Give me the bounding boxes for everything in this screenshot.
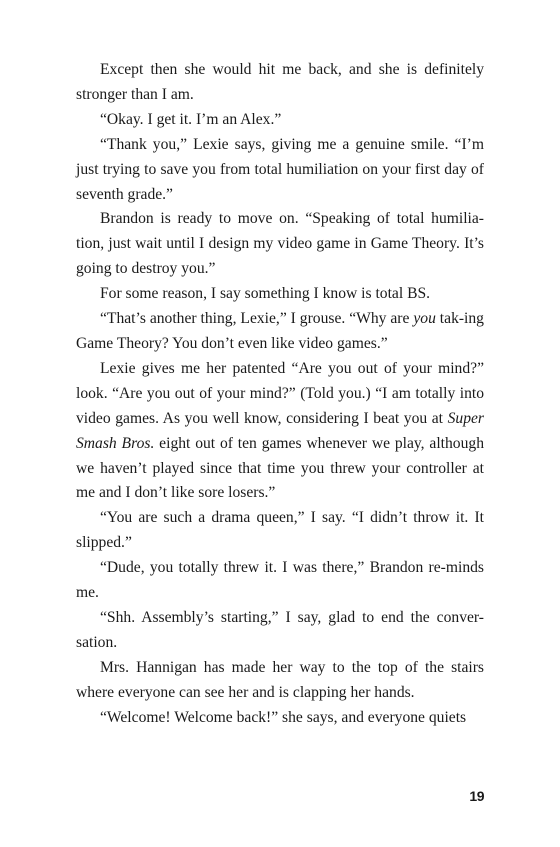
paragraph-1: Except then she would hit me back, and she is definitely stronger than I am. [76,61,484,103]
paragraph-10: “Shh. Assembly’s starting,” I say, glad to end the conver-sation. [76,608,484,651]
paragraph-8: “You are such a drama queen,” I say. “I didn’t throw it. It slipped.” [76,509,484,552]
paragraph-5: For some reason, I say something I know is total BS. [100,285,431,303]
paragraph-6: “That’s another thing, Lexie,” I grouse. “Why are you tak-ing Game Theory? You don’t even like video games.” [76,310,484,352]
paragraph-4: Brandon is ready to move on. “Speaking of total humilia-tion, just wait until I design my video game in Game Theory. It’s going to destroy you.” [76,210,484,278]
paragraph-7: Lexie gives me her patented “Are you out of your mind?” look. “Are you out of your mind?” (Told you.) “I am totally into video games. As you well know, considering I beat you at Super Smash Bros. eight out of ten games whenever we play, although we haven’t played since that time you threw your controller at me and I don’t like sore losers.” [76,359,484,502]
paragraph-11: Mrs. Hannigan has made her way to the top of the stairs where everyone can see her and is clapping her hands. [76,658,484,701]
page-body [76,58,484,730]
paragraph-12: “Welcome! Welcome back!” she says, and everyone quiets [100,708,467,726]
paragraph-9: “Dude, you totally threw it. I was there,” Brandon re-minds me. [76,559,484,602]
paragraph-3: “Thank you,” Lexie says, giving me a genuine smile. “I’m just trying to save you from total humiliation on your first day of seventh grade.” [76,135,484,203]
italic-emphasis: you [413,310,436,328]
game-title: Super Smash Bros. [76,409,484,452]
paragraph-2: “Okay. I get it. I’m an Alex.” [100,110,282,128]
page-number: 19 [469,788,484,804]
